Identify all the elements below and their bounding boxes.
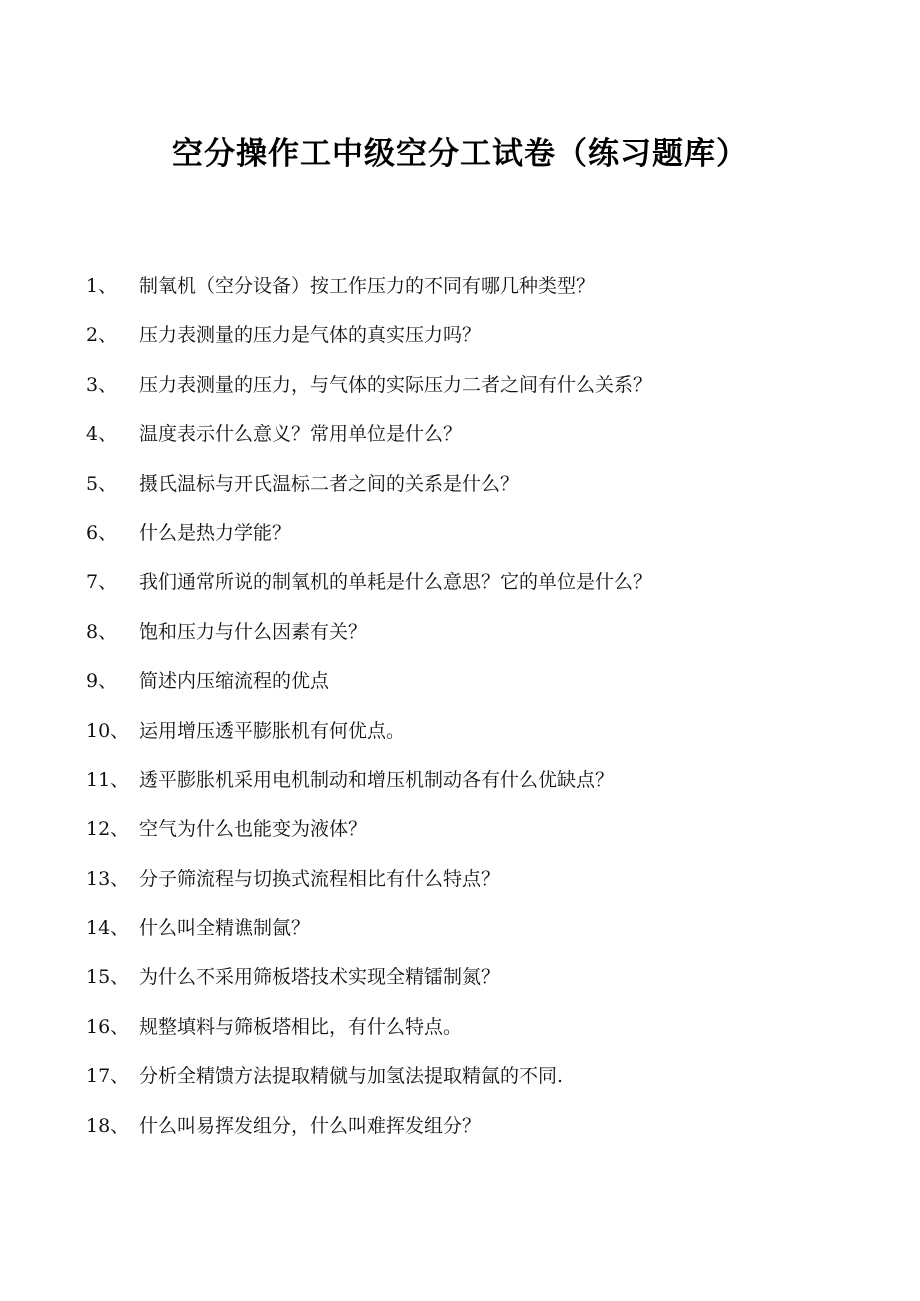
question-text: 摄氏温标与开氏温标二者之间的关系是什么？ — [139, 472, 520, 495]
question-item — [0, 1061, 920, 1110]
question-text: 温度表示什么意义？常用单位是什么？ — [139, 423, 463, 446]
question-item — [0, 962, 920, 1011]
page-title: 空分操作工中级空分工试卷（练习题库） — [172, 136, 748, 172]
question-text: 规整填料与筛板塔相比，有什么特点。 — [139, 1015, 463, 1038]
question-number: 10、 — [86, 719, 130, 742]
question-item — [0, 419, 920, 468]
question-list — [0, 271, 920, 1160]
question-text: 制氧机（空分设备）按工作压力的不同有哪几种类型？ — [139, 275, 596, 297]
question-item — [0, 469, 920, 518]
question-number: 11、 — [86, 768, 130, 791]
question-item — [0, 716, 920, 765]
question-number: 14、 — [86, 917, 130, 940]
question-item — [0, 370, 920, 419]
question-item — [0, 518, 920, 567]
question-number: 12、 — [86, 818, 130, 841]
question-text: 压力表测量的压力是气体的真实压力吗？ — [139, 324, 482, 347]
question-text: 空气为什么也能变为液体？ — [139, 818, 368, 841]
question-text: 透平膨胀机采用电机制动和增压机制动各有什么优缺点？ — [139, 768, 615, 791]
question-number: 15、 — [86, 966, 130, 989]
question-text: 简述内压缩流程的优点 — [139, 670, 330, 693]
question-number: 17、 — [86, 1065, 130, 1088]
question-text: 什么叫全精谯制氤？ — [139, 917, 311, 940]
question-number: 16、 — [86, 1015, 130, 1038]
question-text: 什么是热力学能？ — [139, 521, 292, 544]
question-item — [0, 567, 920, 616]
question-number: 6、 — [86, 521, 118, 544]
question-item — [0, 1111, 920, 1160]
question-number: 5、 — [86, 472, 118, 495]
question-number: 1、 — [86, 275, 118, 297]
question-text: 饱和压力与什么因素有关？ — [139, 620, 368, 643]
question-text: 分析全精馈方法提取精僦与加氢法提取精氤的不同. — [139, 1065, 564, 1088]
question-text: 我们通常所说的制氧机的单耗是什么意思？它的单位是什么？ — [139, 571, 653, 594]
question-text: 压力表测量的压力，与气体的实际压力二者之间有什么关系？ — [139, 373, 653, 396]
question-item — [0, 814, 920, 863]
question-number: 9、 — [86, 670, 118, 693]
question-number: 8、 — [86, 620, 118, 643]
question-number: 4、 — [86, 423, 118, 446]
question-item — [0, 271, 920, 320]
question-number: 7、 — [86, 571, 118, 594]
question-text: 运用增压透平膨胀机有何优点。 — [139, 719, 406, 742]
question-item — [0, 1012, 920, 1061]
question-number: 18、 — [86, 1114, 130, 1137]
question-text: 分子筛流程与切换式流程相比有什么特点？ — [139, 867, 501, 890]
question-text: 为什么不采用筛板塔技术实现全精镭制氮？ — [139, 966, 501, 989]
question-item — [0, 864, 920, 913]
question-item — [0, 617, 920, 666]
question-number: 13、 — [86, 867, 130, 890]
question-item — [0, 913, 920, 962]
question-item — [0, 320, 920, 369]
question-item — [0, 765, 920, 814]
question-text: 什么叫易挥发组分，什么叫难挥发组分？ — [139, 1114, 482, 1137]
question-item — [0, 666, 920, 715]
question-number: 3、 — [86, 373, 118, 396]
question-number: 2、 — [86, 324, 118, 347]
